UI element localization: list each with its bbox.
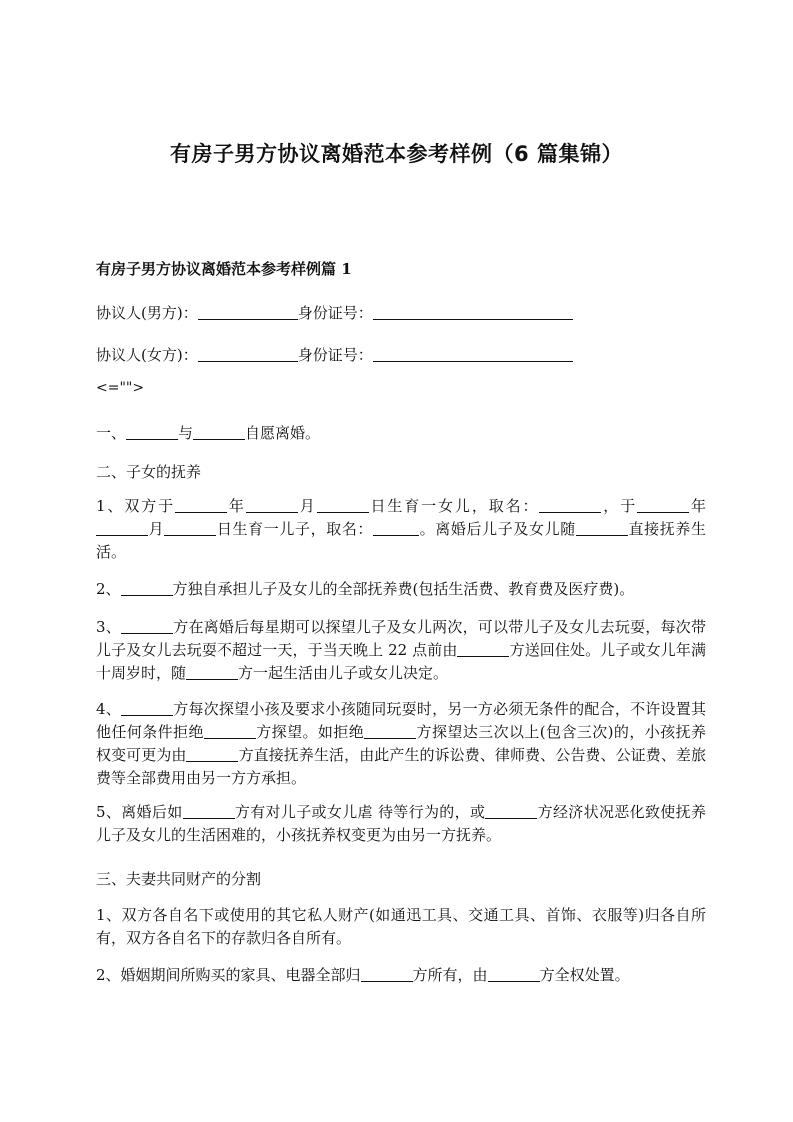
text: 年 <box>689 497 706 515</box>
text: 。离婚后儿子及女儿随 <box>419 520 576 538</box>
text: 直接抚养生活。 <box>96 520 706 561</box>
id-blank <box>373 304 573 320</box>
text: 方一起生活由儿子或女儿决定。 <box>238 664 449 682</box>
party-female-line <box>96 344 573 365</box>
id-blank <box>373 346 573 362</box>
text: 方全权处置。 <box>539 966 630 984</box>
blank <box>121 618 173 634</box>
section-title: 有房子男方协议离婚范本参考样例篇 1 <box>96 260 352 278</box>
blank <box>317 497 369 513</box>
text: 年 <box>227 497 246 515</box>
id-label: 身份证号： <box>297 304 373 322</box>
text: 方直接抚养生活，由此产生的诉讼费、律师费、公告费、公证费、差旅费等全部费用由另一方方承担。 <box>96 746 706 787</box>
text: 方每次探望小孩及要求小孩随同玩耍时，另一方必须无条件的配合，不许设置其他任何条件拒绝 <box>96 700 706 741</box>
text: 1、双方于 <box>96 497 175 515</box>
blank <box>539 497 601 513</box>
text: 月 <box>148 520 165 538</box>
heading-property-division: 三、夫妻共同财产的分割 <box>96 870 262 888</box>
blank <box>121 700 173 716</box>
text: 3、 <box>96 618 121 636</box>
paragraph-1 <box>96 495 706 564</box>
blank <box>204 723 256 739</box>
blank <box>164 520 216 536</box>
id-label: 身份证号： <box>297 346 373 364</box>
blank <box>364 723 416 739</box>
paragraph-3 <box>96 616 706 685</box>
blank <box>576 520 628 536</box>
blank <box>186 664 238 680</box>
text: 方探望。如拒绝 <box>255 723 365 741</box>
party-male-line <box>96 302 573 323</box>
property-paragraph-1: 1、双方各自名下或使用的其它私人财产(如通迅工具、交通工具、首饰、衣服等)归各自所有，双方各自名下的存款归各自所有。 <box>96 906 706 947</box>
blank <box>126 424 178 440</box>
blank <box>246 497 298 513</box>
tag-line: <=""> <box>96 380 145 396</box>
text: 方送回住处。儿子或女儿年满十周岁时，随 <box>96 641 706 682</box>
heading-child-custody: 二、子女的抚养 <box>96 463 202 481</box>
blank <box>193 424 245 440</box>
blank <box>183 803 235 819</box>
blank <box>485 803 537 819</box>
text: 月 <box>297 497 317 515</box>
text: 2、婚姻期间所购买的家具、电器全部归 <box>96 966 361 984</box>
article-1 <box>96 422 320 443</box>
property-paragraph-2 <box>96 964 706 987</box>
blank <box>186 746 238 762</box>
text: 日生育一儿子，取名： <box>216 520 374 538</box>
text: 方所有，由 <box>412 966 488 984</box>
text: 自愿离婚。 <box>245 424 321 442</box>
document-title: 有房子男方协议离婚范本参考样例（6 篇集锦） <box>170 142 623 166</box>
text: 4、 <box>96 700 121 718</box>
name-blank <box>198 304 298 320</box>
blank <box>488 966 540 982</box>
text: 一、 <box>96 424 127 442</box>
text: 5、离婚后如 <box>96 803 183 821</box>
name-blank <box>198 346 298 362</box>
text: 方探望达三次以上(包含三次)的，小孩抚养权变可更为由 <box>96 723 706 764</box>
text: 与 <box>178 424 194 442</box>
blank <box>175 497 227 513</box>
blank <box>373 520 419 536</box>
text: 2、 <box>96 580 121 598</box>
text: 方在离婚后每星期可以探望儿子及女儿两次，可以带儿子及女儿去玩耍，每次带儿子及女儿去玩耍不超过一天，于当天晚上 22 点前由 <box>96 618 706 659</box>
blank <box>637 497 689 513</box>
blank <box>96 520 148 536</box>
party-female-label: 协议人(女方)： <box>96 346 198 364</box>
party-male-label: 协议人(男方)： <box>96 304 198 322</box>
blank <box>457 641 509 657</box>
text: 方独自承担儿子及女儿的全部抚养费(包括生活费、教育费及医疗费)。 <box>172 580 635 598</box>
text: 日生育一女儿，取名： <box>368 497 540 515</box>
text: 方有对儿子或女儿虐 待等行为的，或 <box>234 803 486 821</box>
paragraph-4 <box>96 698 706 790</box>
paragraph-2 <box>96 578 706 601</box>
text: 方经济状况恶化致使抚养儿子及女儿的生活困难的，小孩抚养权变更为由另一方抚养。 <box>96 803 706 844</box>
paragraph-5 <box>96 801 706 847</box>
blank <box>361 966 413 982</box>
text: ，于 <box>601 497 638 515</box>
blank <box>121 580 173 596</box>
